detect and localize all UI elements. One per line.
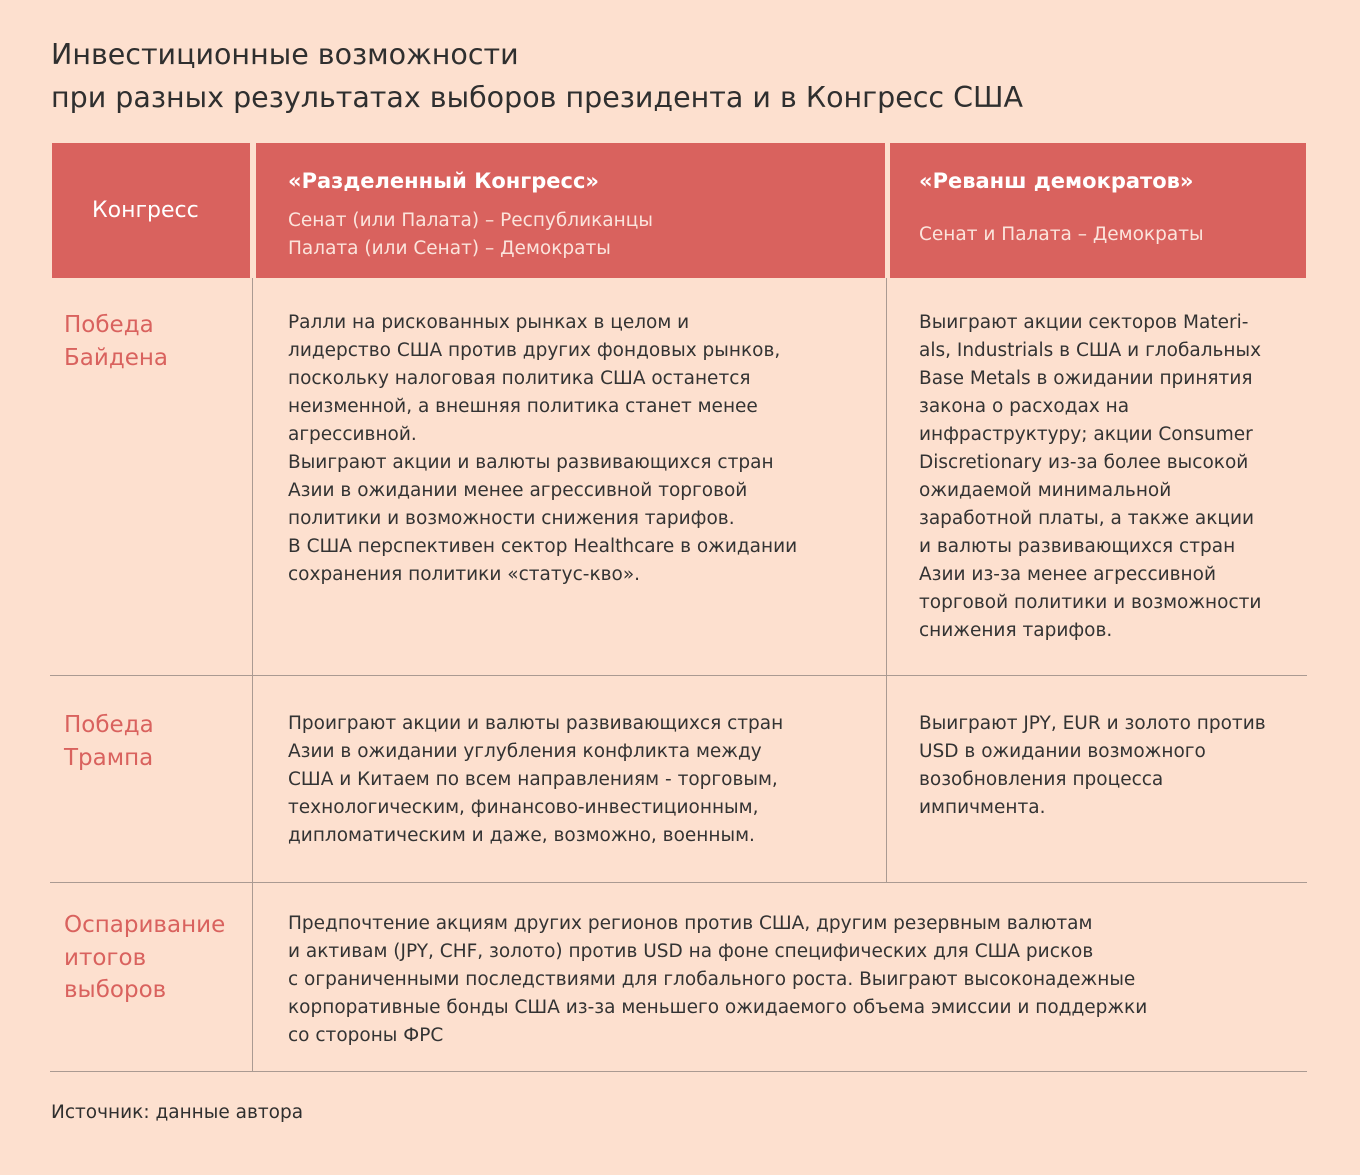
row-divider-1: [50, 675, 1307, 676]
row-label-trump-victory: [64, 709, 244, 774]
cell-text-line: США и Китаем по всем направлениям - торговым,: [288, 769, 778, 790]
cell-text-line: поскольку налоговая политика США останется: [288, 368, 751, 389]
cell-text-line: Азии в ожидании углубления конфликта между: [288, 741, 762, 762]
cell-text-line: Выиграют акции секторов Materi-: [919, 312, 1249, 333]
row-label-line: выборов: [64, 977, 167, 1003]
cell-text-line: с ограниченными последствиями для глобального роста. Выиграют высоконадежные: [288, 969, 1136, 990]
cell-text-line: Выиграют JPY, EUR и золото против: [919, 713, 1266, 734]
cell-trump-split-congress: [288, 710, 783, 850]
cell-text-line: агрессивной.: [288, 424, 417, 445]
cell-text-line: Азии из-за менее агрессивной: [919, 564, 1216, 585]
cell-text-line: USD в ожидании возможного: [919, 741, 1206, 762]
cell-text-line: сохранения политики «статус-кво».: [288, 564, 641, 585]
cell-text-line: корпоративные бонды США из-за меньшего ожидаемого объема эмиссии и поддержки: [288, 997, 1148, 1018]
cell-text-line: возобновления процесса: [919, 769, 1164, 790]
cell-text-line: ожидаемой минимальной: [919, 480, 1172, 501]
source-note: Источник: данные автора: [51, 1102, 304, 1123]
header-democrats-revenge-subtitle: [919, 221, 1306, 249]
header-democrats-revenge-cell: [890, 143, 1306, 278]
row-label-line: Победа: [64, 712, 154, 738]
row-label-line: Трампа: [64, 744, 154, 771]
cell-text-line: дипломатическим и даже, возможно, военным.: [288, 825, 755, 846]
title-line-1: Инвестиционные возможности: [51, 38, 519, 71]
row-label-biden-victory: [64, 309, 244, 374]
row-label-contested-results: [64, 909, 244, 1007]
cell-text-line: снижения тарифов.: [919, 620, 1113, 641]
header-split-congress-subtitle: [288, 207, 885, 263]
cell-text-line: В США перспективен сектор Healthcare в ожидании: [288, 536, 798, 557]
cell-text-line: и валюты развивающихся стран: [919, 536, 1236, 557]
cell-text-line: закона о расходах на: [919, 396, 1130, 417]
row-label-line: Оспаривание: [64, 912, 226, 938]
cell-text-line: Выиграют акции и валюты развивающихся стран: [288, 452, 774, 473]
cell-text-line: Предпочтение акциям других регионов против США, другим резервным валютам: [288, 913, 1093, 934]
row-label-line: Байдена: [64, 344, 169, 371]
cell-text-line: технологическим, финансово-инвестиционным,: [288, 797, 759, 818]
cell-text-line: Base Metals в ожидании принятия: [919, 368, 1253, 389]
cell-text-line: и активам (JPY, CHF, золото) против USD на фоне специфических для США рисков: [288, 941, 1094, 962]
cell-text-line: Ралли на рискованных рынках в целом и: [288, 312, 690, 333]
row-divider-2: [50, 882, 1307, 883]
header-split-congress-line-2: Палата (или Сенат) – Демократы: [288, 238, 611, 259]
cell-text-line: лидерство США против других фондовых рынков,: [288, 340, 781, 361]
cell-biden-democrats-revenge: [919, 309, 1261, 645]
cell-text-line: Азии в ожидании менее агрессивной торговой: [288, 480, 748, 501]
header-democrats-revenge-title: «Реванш демократов»: [919, 169, 1194, 193]
cell-text-line: торговой политики и возможности: [919, 592, 1262, 613]
cell-text-line: инфраструктуру; акции Consumer: [919, 424, 1253, 445]
header-congress-label: Конгресс: [92, 198, 199, 223]
header-split-congress-line-1: Сенат (или Палата) – Республиканцы: [288, 210, 653, 231]
cell-text-line: Discretionary из-за более высокой: [919, 452, 1249, 473]
column-divider-second: [886, 278, 887, 882]
header-congress-cell: [52, 143, 250, 278]
cell-text-line: als, Industrials в США и глобальных: [919, 340, 1262, 361]
title-line-2: при разных результатах выборов президента и в Конгресс США: [51, 81, 1024, 114]
cell-contested-merged: [288, 910, 1147, 1050]
page-title: [51, 33, 1311, 119]
row-divider-3: [50, 1071, 1307, 1072]
header-democrats-revenge-line-1: Сенат и Палата – Демократы: [919, 224, 1204, 245]
row-label-line: итогов: [64, 944, 147, 971]
cell-text-line: со стороны ФРС: [288, 1025, 444, 1046]
header-split-congress-cell: [256, 143, 885, 278]
cell-biden-split-congress: [288, 309, 797, 589]
row-label-line: Победа: [64, 312, 154, 338]
cell-text-line: Проиграют акции и валюты развивающихся стран: [288, 713, 784, 734]
cell-trump-democrats-revenge: [919, 710, 1266, 822]
header-split-congress-title: «Разделенный Конгресс»: [288, 169, 600, 193]
cell-text-line: заработной платы, а также акции: [919, 508, 1255, 529]
cell-text-line: политики и возможности снижения тарифов.: [288, 508, 735, 529]
cell-text-line: импичмента.: [919, 797, 1046, 818]
cell-text-line: неизменной, а внешняя политика станет менее: [288, 396, 758, 417]
